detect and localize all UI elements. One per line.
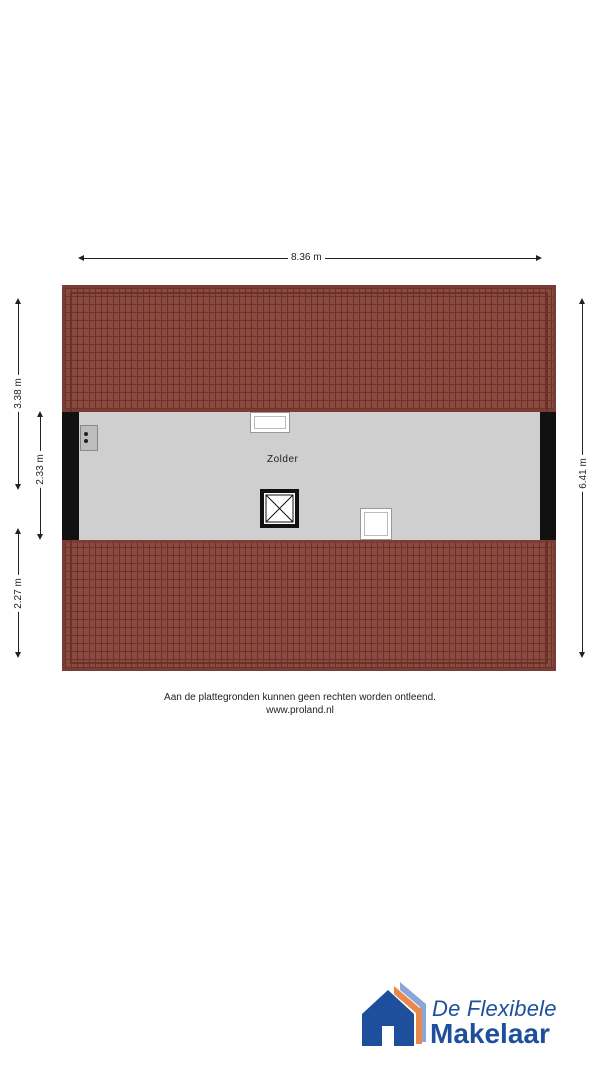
roof-bottom-edge: [70, 540, 548, 664]
house-logo-icon: [362, 982, 426, 1048]
boiler-dot: [84, 432, 88, 436]
skylight-top: [250, 412, 290, 433]
left-bottom-label: 2.27 m: [13, 575, 24, 612]
width-label: 8.36 m: [288, 252, 325, 263]
left-top-label: 3.38 m: [13, 375, 24, 412]
left-wall: [62, 412, 79, 540]
logo-line2: Makelaar: [430, 1018, 550, 1049]
skylight-bottom: [360, 508, 392, 540]
roof-top-edge: [70, 292, 548, 412]
logo-line1: De Flexibele: [432, 996, 557, 1021]
boiler-dot: [84, 439, 88, 443]
disclaimer-text: Aan de plattegronden kunnen geen rechten worden ontleend.: [164, 692, 436, 703]
room-label: Zolder: [267, 454, 299, 465]
attic-floor: [62, 412, 556, 540]
right-wall: [540, 412, 556, 540]
website-link[interactable]: www.proland.nl: [266, 705, 334, 716]
attic-hatch-icon: [260, 489, 299, 528]
right-label: 6.41 m: [578, 455, 589, 492]
boiler-unit: [80, 425, 98, 451]
left-middle-label: 2.33 m: [35, 451, 46, 488]
